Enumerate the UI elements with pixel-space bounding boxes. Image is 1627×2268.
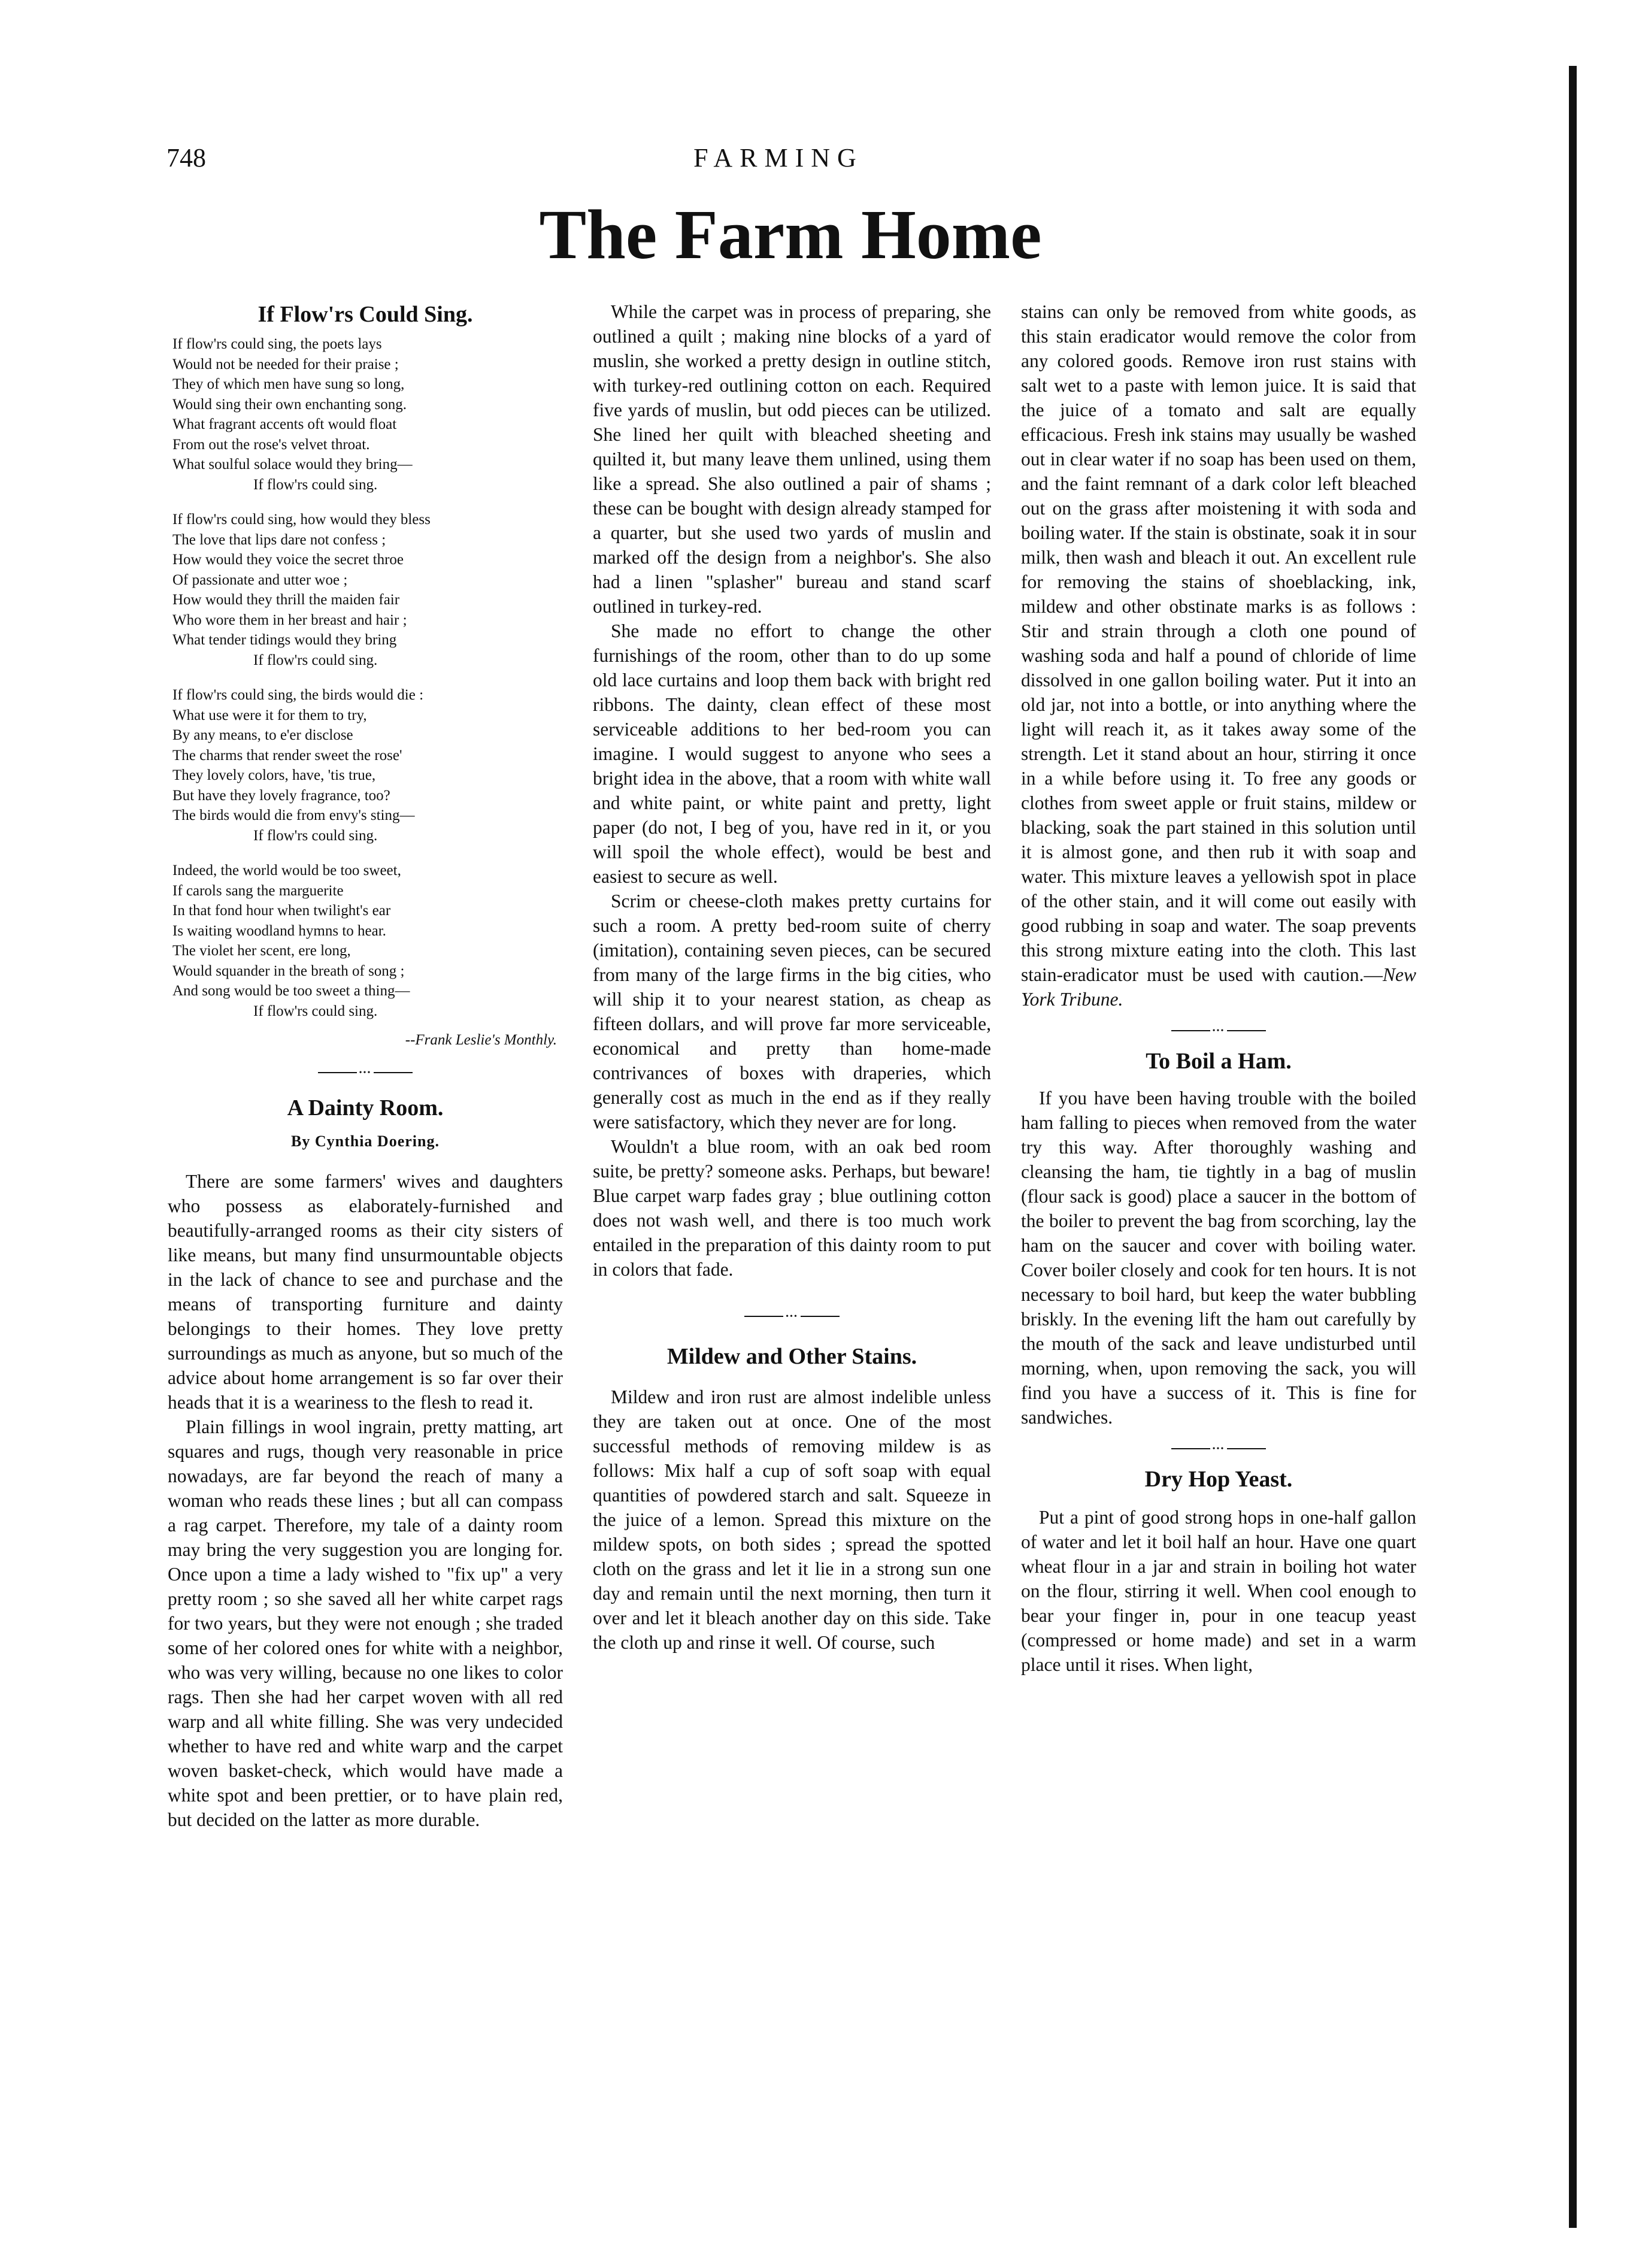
poem-line: Would squander in the breath of song ; xyxy=(172,962,405,979)
article-title-dry-hop-yeast: Dry Hop Yeast. xyxy=(1144,1467,1293,1492)
section-separator: ••• xyxy=(1021,1018,1416,1044)
article-title-mildew: Mildew and Other Stains. xyxy=(666,1344,917,1369)
section-separator: ••• xyxy=(1021,1436,1416,1462)
running-title: FARMING xyxy=(693,143,864,172)
poem-line: Is waiting woodland hymns to hear. xyxy=(172,922,386,939)
poem-line: The charms that render sweet the rose' xyxy=(172,747,402,764)
poem-line: Of passionate and utter woe ; xyxy=(172,571,348,588)
poem-line: If flow'rs could sing, the birds would die : xyxy=(172,687,424,703)
poem-title: If Flow'rs Could Sing. xyxy=(257,302,473,327)
article-paragraph: Plain fillings in wool ingrain, pretty matting, art squares and rugs, though very reasonable in price nowadays, are far beyond the reach of many a woman who reads these lines ; but all can compass a rag carpet. Therefore, my tale of a dainty room may bring the very suggestion you are longing for. Once upon a time a lady wished to "fix up" a very pretty room ; so she saved all her white carpet rags for two years, but they were not enough ; she traded some of her colored ones for white with a neighbor, who was very willing, because no one likes to color rags. Then she had her carpet woven with all red warp and all white filling. She was very undecided whether to have red and white warp and the carpet woven basket-check, which would have made a white spot and been prettier, or to have plain red, but decided on the latter as more durable. xyxy=(168,1416,563,1830)
poem-line: By any means, to e'er disclose xyxy=(172,727,353,743)
poem-line: What use were it for them to try, xyxy=(172,707,367,723)
poem-line: In that fond hour when twilight's ear xyxy=(172,903,391,919)
article-paragraph: Wouldn't a blue room, with an oak bed room suite, be pretty? someone asks. Perhaps, but beware! Blue carpet warp fades gray ; blue outlining cotton does not wash well, and there is too much work entailed in the preparation of this dainty room to put in colors that fade. xyxy=(593,1136,991,1280)
poem-stanza xyxy=(172,334,563,495)
poem-line: Would not be needed for their praise ; xyxy=(172,356,399,373)
poem-line: What soulful solace would they bring— xyxy=(172,456,413,473)
poem-line: How would they thrill the maiden fair xyxy=(172,592,400,608)
poem-line: They of which men have sung so long, xyxy=(172,376,405,392)
article-paragraph: Scrim or cheese-cloth makes pretty curtains for such a room. A pretty bed-room suite of cherry (imitation), containing seven pieces, can be secured from many of the large firms in the big cities, who will ship it to your nearest station, as cheap as fifteen dollars, and will prove far more serviceable, economical and pretty than home-made contrivances of boxes with draperies, which generally cost as much in the end as if they really were satisfactory, which they never are for long. xyxy=(593,891,991,1133)
article-text: stains can only be removed from white goods, as this stain eradicator would remove the color from any colored goods. Remove iron rust stains with salt wet to a paste with lemon juice. It is said that the juice of a tomato and salt are equally efficacious. Fresh ink stains may usually be washed out in clear water if no soap has been used on them, and the faint remnant of a dark color left bleached out on the grass after moistening it with soda and boiling water. If the stain is obstinate, soak it in sour milk, then wash and bleach it out. An excellent rule for removing the stains of shoeblacking, ink, mildew and other obstinate marks is as follows : Stir and strain through a cloth one pound of washing soda and half a pound of chloride of lime dissolved in one gallon boiling water. Put it into an old jar, not into a bottle, or into anything where the light will reach it, as it takes away some of the strength. Let it stand about an hour, stirring it once in a while before using it. To free any goods or clothes from sweet apple or fruit stains, mildew or blacking, soak the part stained in this solution until it is almost gone, and then rub it with soap and water. This mixture leaves a yellowish spot in place of the other stain, and it will come out easily with good rubbing in soap and water. The soap prevents this strong mixture eating into the cloth. This last stain-eradicator must be used with caution.— xyxy=(1021,301,1416,985)
poem-line: How would they voice the secret throe xyxy=(172,552,404,568)
poem-line: If carols sang the marguerite xyxy=(172,882,344,899)
poem xyxy=(172,334,563,1021)
column-1 xyxy=(168,299,563,1832)
poem-line: The violet her scent, ere long, xyxy=(172,943,351,959)
column-2 xyxy=(593,299,991,1655)
poem-line: Who wore them in her breast and hair ; xyxy=(172,611,407,628)
section-title: The Farm Home xyxy=(539,195,1042,274)
poem-refrain: If flow'rs could sing. xyxy=(253,1003,378,1019)
article-paragraph-continued xyxy=(1021,299,1416,1012)
article-title-boil-ham: To Boil a Ham. xyxy=(1146,1049,1292,1074)
article-byline: By Cynthia Doering. xyxy=(291,1133,440,1150)
poem-line: The birds would die from envy's sting— xyxy=(172,807,415,823)
poem-line: What fragrant accents oft would float xyxy=(172,416,397,432)
poem-line: Would sing their own enchanting song. xyxy=(172,396,407,413)
margin-rule xyxy=(1569,66,1577,2228)
article-paragraph: If you have been having trouble with the boiled ham falling to pieces when removed from the water try this way. After thoroughly washing and cleansing the ham, tie tightly in a bag of muslin (flour sack is good) place a saucer in the bottom of the boiler to prevent the bag from scorching, lay the ham on the saucer and cover with boiling water. Cover boiler closely and cook for ten hours. It is not necessary to boil hard, but keep the water bubbling briskly. In the evening lift the ham out carefully by the mouth of the sack and leave undisturbed until morning, when, upon removing the sack, you will find you have a success of it. This is fine for sandwiches. xyxy=(1021,1088,1416,1428)
article-paragraph: She made no effort to change the other furnishings of the room, other than to do up some old lace curtains and loop them back with bright red ribbons. The dainty, clean effect of these most serviceable additions to her bed-room you can imagine. I would suggest to anyone who sees a bright idea in the above, that a room with white wall and white paint, or white paint and pretty, light paper (do not, I beg of you, have red in it, or you will spoil the whole effect), would be best and easiest to secure as well. xyxy=(593,620,991,887)
poem-stanza xyxy=(172,685,563,846)
poem-refrain: If flow'rs could sing. xyxy=(253,476,378,493)
article-paragraph: Mildew and iron rust are almost indelible unless they are taken out at once. One of the most successful methods of removing mildew is as follows: Mix half a cup of soft soap with equal quantities of powdered starch and salt. Squeeze in the juice of a lemon. Spread this mixture on the mildew spots, on both sides ; spread the spotted cloth on the grass and let it lie in a strong sun one day and remain until the next morning, then turn it over and let it bleach another day on this side. Take the cloth up and rinse it well. Of course, such xyxy=(593,1386,991,1653)
poem-line: If flow'rs could sing, how would they bless xyxy=(172,511,431,528)
section-separator: ••• xyxy=(168,1059,563,1086)
page-number: 748 xyxy=(166,143,206,172)
section-separator: ••• xyxy=(593,1303,991,1330)
column-3 xyxy=(1021,299,1416,1677)
article-source: New York Tribune. xyxy=(1021,964,1416,1010)
poem-line: But have they lovely fragrance, too? xyxy=(172,787,390,804)
poem-refrain: If flow'rs could sing. xyxy=(253,827,378,844)
poem-line: Indeed, the world would be too sweet, xyxy=(172,862,401,879)
poem-line: They lovely colors, have, 'tis true, xyxy=(172,767,376,783)
poem-line: And song would be too sweet a thing— xyxy=(172,983,410,999)
article-paragraph: There are some farmers' wives and daughters who possess as elaborately-furnished and beautifully-arranged rooms as their city sisters of like means, but many find unsurmountable objects in the lack of chance to see and purchase and the means of transporting furniture and dainty belongings to their homes. They love pretty surroundings as much as anyone, but so much of the advice about home arrangement is so far over their heads that it is a weariness to the flesh to read it. xyxy=(168,1171,563,1413)
poem-line: The love that lips dare not confess ; xyxy=(172,531,386,548)
poem-stanza xyxy=(172,510,563,670)
poem-line: From out the rose's velvet throat. xyxy=(172,436,370,453)
article-title-dainty-room: A Dainty Room. xyxy=(287,1095,444,1121)
poem-attribution: --Frank Leslie's Monthly. xyxy=(405,1032,557,1048)
poem-line: If flow'rs could sing, the poets lays xyxy=(172,336,382,352)
article-paragraph: Put a pint of good strong hops in one-half gallon of water and let it boil half an hour. Have one quart wheat flour in a jar and strain in boiling hot water on the flour, stirring it well. When cool enough to bear your finger in, pour in one teacup yeast (compressed or home made) and set in a warm place until it rises. When light, xyxy=(1021,1507,1416,1675)
poem-line: What tender tidings would they bring xyxy=(172,632,397,648)
poem-stanza xyxy=(172,861,563,1021)
article-paragraph: While the carpet was in process of preparing, she outlined a quilt ; making nine blocks of a yard of muslin, she worked a pretty design in outline stitch, with turkey-red outlining cotton on each. Required five yards of muslin, but odd pieces can be utilized. She lined her quilt with bleached sheeting and quilted it, but many leave them unlined, using them like a spread. She also outlined a pair of shams ; these can be bought with design already stamped for a quarter, but she used two yards of muslin and marked off the design from a neighbor's. She also had a linen "splasher" bureau and stand scarf outlined in turkey-red. xyxy=(593,301,991,617)
poem-refrain: If flow'rs could sing. xyxy=(253,652,378,668)
